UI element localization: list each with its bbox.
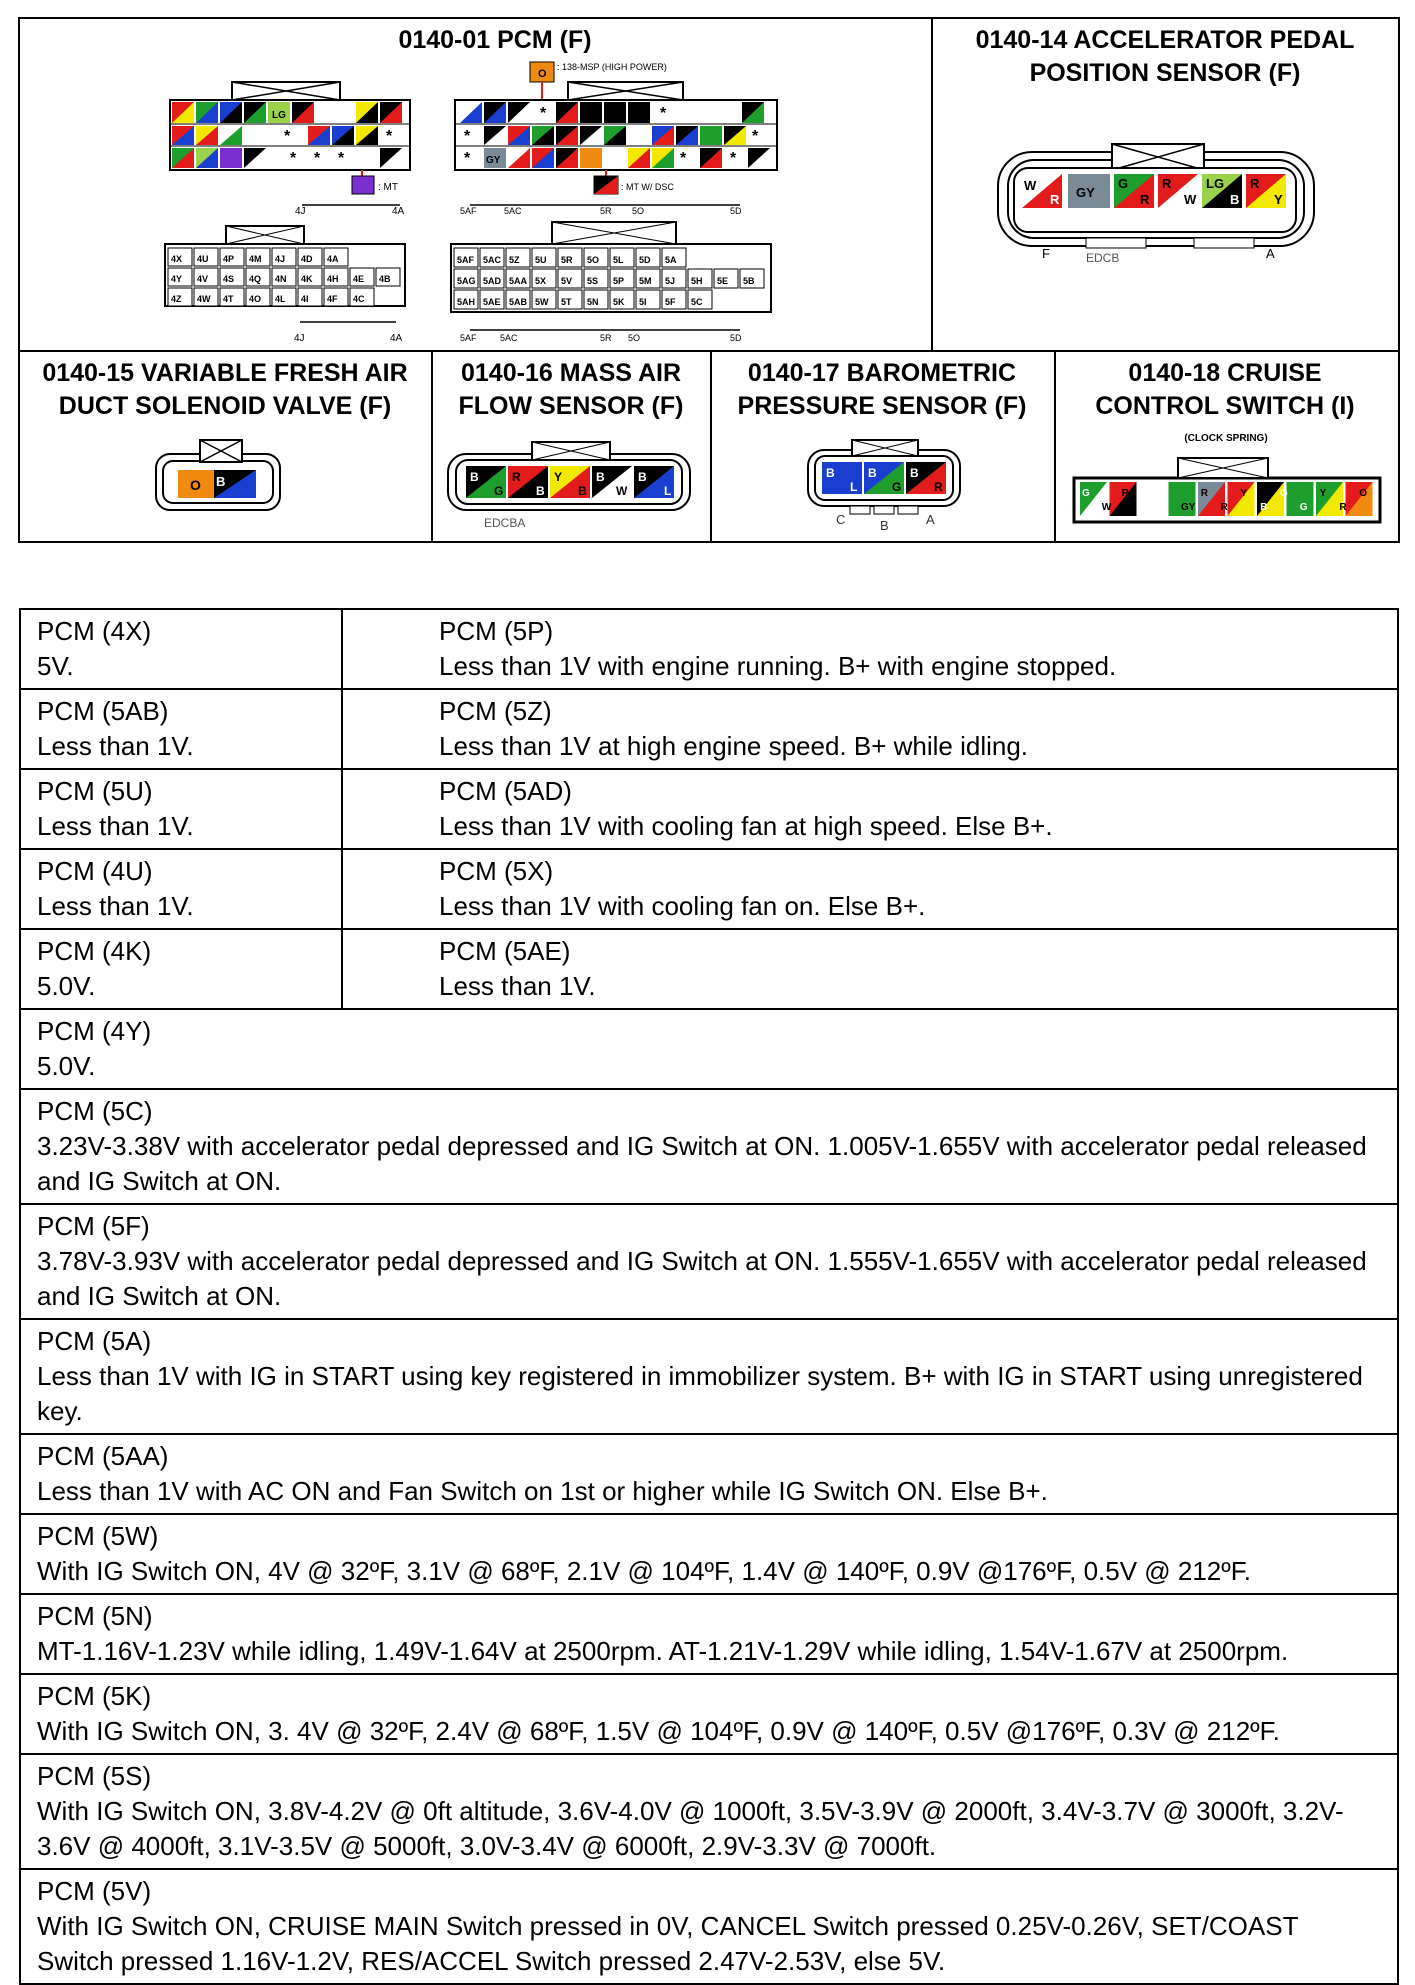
spec-cell-right — [342, 849, 1398, 929]
pcm-right-pin-label: 5T — [561, 297, 572, 307]
cruise-wire-label: R — [1121, 488, 1129, 499]
pcm-right-pin-label: 5B — [743, 276, 755, 286]
spec-cell-full — [20, 1869, 1398, 1984]
spec-label: PCM (4X) — [37, 616, 152, 646]
pcm-left-pin-label: 4I — [301, 294, 309, 304]
svg-text:B: B — [596, 470, 605, 484]
cruise-wire-label: GY — [1181, 502, 1196, 513]
pcm-right-pin-label: 5P — [613, 276, 625, 286]
cruise-connector — [1074, 458, 1380, 522]
spec-row — [20, 1319, 1398, 1434]
spec-value: Less than 1V with cooling fan on. Else B+. — [439, 891, 926, 921]
pcm-right-pin-label: 5V — [561, 276, 573, 286]
spec-value: Less than 1V with cooling fan at high speed. Else B+. — [439, 811, 1053, 841]
svg-text:B: B — [868, 466, 877, 480]
spec-row — [20, 1594, 1398, 1674]
spec-row — [20, 1869, 1398, 1984]
baro-pin-b: B — [880, 518, 889, 533]
pcm-left-pin-label: 4M — [249, 254, 262, 264]
pcm-right-pin-label: 5D — [639, 255, 651, 265]
pcm-title: 0140-01 PCM (F) — [398, 26, 592, 54]
spec-label: PCM (5K) — [37, 1681, 152, 1711]
spec-row — [20, 1514, 1398, 1594]
svg-text:4A: 4A — [390, 333, 403, 344]
spec-label: PCM (4U) — [37, 856, 153, 886]
svg-text:5O: 5O — [632, 206, 645, 216]
cruise-title-line2: CONTROL SWITCH (I) — [1095, 392, 1355, 420]
spec-row — [20, 1089, 1398, 1204]
cruise-wire-label: O — [1359, 488, 1367, 499]
fresh-air-connector — [156, 440, 280, 510]
svg-text:B: B — [216, 474, 226, 489]
spec-value: With IG Switch ON, 3.8V-4.2V @ 0ft altitude, 3.6V-4.0V @ 1000ft, 3.5V-3.9V @ 2000ft, 3.4V-3.7V @ 3000ft, 3.2V-3.6V @ 4000ft, 3.1V-3.5V @ 5000ft, 3.0V-3.4V @ 6000ft, 2.9V-3.3V @ 7000ft. — [37, 1796, 1344, 1861]
pcm-right-pin-label: 5H — [691, 276, 703, 286]
spec-label: PCM (5W) — [37, 1521, 159, 1551]
spec-label: PCM (5AD) — [439, 776, 572, 806]
pcm-left-pin-label: 4P — [223, 254, 235, 264]
svg-text:B: B — [536, 484, 545, 498]
spec-cell-full — [20, 1594, 1398, 1674]
svg-text:O: O — [190, 477, 201, 493]
spec-value: With IG Switch ON, 3. 4V @ 32ºF, 2.4V @ 68ºF, 1.5V @ 104ºF, 0.9V @ 140ºF, 0.5V @176ºF, 0.3V @ 212ºF. — [37, 1716, 1280, 1746]
spec-label: PCM (5P) — [439, 616, 554, 646]
pcm-left-pin-label: 4A — [327, 254, 339, 264]
pcm-left-pin-label: 4Z — [171, 294, 182, 304]
spec-value: With IG Switch ON, CRUISE MAIN Switch pressed in 0V, CANCEL Switch pressed 0.25V-0.26V, SET/COAST Switch pressed 1.16V-1.2V, RES/ACCEL Switch pressed 2.47V-2.53V, else 5V. — [37, 1911, 1298, 1976]
spec-cell-full — [20, 1434, 1398, 1514]
spec-label: PCM (4K) — [37, 936, 152, 966]
cruise-wire-label: G — [1299, 502, 1308, 513]
spec-row — [20, 689, 1398, 769]
svg-text:*: * — [284, 128, 291, 145]
pcm-left-pin-label: 4B — [379, 274, 391, 284]
pcm-right-pin-label: 5AB — [509, 297, 528, 307]
pcm-left-pin-label: 4V — [197, 274, 209, 284]
pcm-right-pin-label: 5S — [587, 276, 599, 286]
connector-diagram-panel — [0, 0, 1415, 560]
svg-text:O: O — [538, 68, 547, 80]
spec-label: PCM (5AA) — [37, 1441, 169, 1471]
pcm-right-pin-label: 5AE — [483, 297, 501, 307]
pcm-right-pin-label: 5AF — [457, 255, 475, 265]
svg-text:B: B — [578, 484, 587, 498]
pcm-left-pin-label: 4U — [197, 254, 209, 264]
svg-text:B: B — [826, 466, 835, 480]
pcm-right-pin-label: 5AA — [509, 276, 528, 286]
spec-label: PCM (5C) — [37, 1096, 153, 1126]
spec-cell-right — [342, 689, 1398, 769]
spec-cell-full — [20, 1319, 1398, 1434]
pcm-left-pin-label: 4K — [301, 274, 313, 284]
spec-value: Less than 1V with AC ON and Fan Switch on 1st or higher while IG Switch ON. Else B+. — [37, 1476, 1048, 1506]
pcm-left-pin-label: 4F — [327, 294, 338, 304]
cruise-wire-label: G — [1280, 488, 1288, 499]
svg-text:B: B — [470, 470, 479, 484]
spec-row — [20, 849, 1398, 929]
spec-cell-left — [20, 849, 342, 929]
svg-text:*: * — [338, 150, 345, 167]
spec-value: Less than 1V. — [439, 971, 596, 1001]
svg-text:5R: 5R — [600, 333, 612, 343]
pcm-right-scale — [460, 206, 742, 216]
spec-row — [20, 1204, 1398, 1319]
spec-cell-full — [20, 1754, 1398, 1869]
fresh-air-title-line1: 0140-15 VARIABLE FRESH AIR — [42, 359, 408, 387]
pcm-left-pin-label: 4H — [327, 274, 339, 284]
pcm-left-pin-label: 4W — [197, 294, 211, 304]
maf-pins: EDCBA — [484, 516, 526, 530]
pcm-right-pin-label: 5AH — [457, 297, 476, 307]
svg-text:G: G — [892, 480, 902, 494]
pcm-left-scale-a: 4J — [295, 206, 306, 217]
pcm-note-mt-dsc: : MT W/ DSC — [621, 182, 674, 192]
baro-title-line2: PRESSURE SENSOR (F) — [737, 392, 1027, 420]
spec-value: 5V. — [37, 651, 74, 681]
spec-row — [20, 1754, 1398, 1869]
pcm-right-pin-label: 5M — [639, 276, 652, 286]
pcm-left-connector — [170, 82, 410, 217]
pcm-right-pin-label: 5J — [665, 276, 676, 286]
pcm-right-pin-label: 5F — [665, 297, 676, 307]
spec-cell-right — [342, 609, 1398, 689]
svg-text:*: * — [314, 150, 321, 167]
pcm-right-pin-label: 5R — [561, 255, 573, 265]
spec-row — [20, 769, 1398, 849]
pcm-right-pin-label: 5W — [535, 297, 549, 307]
spec-value: Less than 1V with engine running. B+ with engine stopped. — [439, 651, 1117, 681]
pcm-right-pin-label: 5AG — [457, 276, 476, 286]
svg-text:GY: GY — [486, 155, 501, 166]
pcm-left-pin-label: 4T — [223, 294, 234, 304]
spec-value: Less than 1V. — [37, 731, 194, 761]
pcm-left-pin-box — [165, 226, 405, 344]
pcm-left-pin-label: 4X — [171, 254, 183, 264]
spec-value: 3.78V-3.93V with accelerator pedal depressed and IG Switch at ON. 1.555V-1.655V with accelerator pedal released and IG Switch at ON. — [37, 1246, 1367, 1311]
baro-connector — [808, 440, 960, 533]
pcm-right-pin-label: 5AD — [483, 276, 502, 286]
svg-text:GY: GY — [1076, 185, 1095, 200]
spec-cell-left — [20, 689, 342, 769]
spec-value: Less than 1V with IG in START using key registered in immobilizer system. B+ with IG in START using unregistered key. — [37, 1361, 1363, 1426]
svg-text:R: R — [1050, 192, 1060, 207]
svg-text:G: G — [494, 484, 504, 498]
svg-text:4J: 4J — [294, 333, 305, 344]
pcm-right-pin-label: 5X — [535, 276, 547, 286]
spec-label: PCM (5AE) — [439, 936, 571, 966]
spec-value: With IG Switch ON, 4V @ 32ºF, 3.1V @ 68ºF, 2.1V @ 104ºF, 1.4V @ 140ºF, 0.9V @176ºF, 0.5V @ 212ºF. — [37, 1556, 1251, 1586]
svg-text:B: B — [638, 470, 647, 484]
svg-text:*: * — [752, 128, 759, 145]
spec-value: Less than 1V. — [37, 811, 194, 841]
svg-text:Y: Y — [554, 470, 563, 484]
cruise-wire-label: B — [1260, 502, 1268, 513]
svg-text:*: * — [290, 150, 297, 167]
spec-value: Less than 1V at high engine speed. B+ while idling. — [439, 731, 1029, 761]
spec-value: 5.0V. — [37, 1051, 96, 1081]
svg-text:Y: Y — [1274, 192, 1283, 207]
spec-cell-full — [20, 1204, 1398, 1319]
svg-text:L: L — [850, 480, 858, 494]
svg-text:W: W — [1184, 192, 1197, 207]
cruise-title-line1: 0140-18 CRUISE — [1128, 359, 1322, 387]
cruise-wire-label: Y — [1240, 488, 1248, 499]
spec-label: PCM (5S) — [37, 1761, 152, 1791]
svg-text:*: * — [464, 128, 471, 145]
app-sensor-connector — [998, 144, 1314, 265]
spec-cell-right — [342, 769, 1398, 849]
cruise-wire-label: R — [1339, 502, 1347, 513]
svg-text:*: * — [540, 105, 547, 122]
cruise-wire-label: G — [1082, 488, 1090, 499]
pcm-right-pin-label: 5K — [613, 297, 625, 307]
app-sensor-title-line2: POSITION SENSOR (F) — [1029, 59, 1301, 87]
pcm-left-pin-label: 4S — [223, 274, 235, 284]
spec-label: PCM (5F) — [37, 1211, 150, 1241]
pcm-right-pin-label: 5L — [613, 255, 624, 265]
pcm-left-pin-label: 4O — [249, 294, 262, 304]
svg-text:5D: 5D — [730, 333, 742, 343]
svg-text:R: R — [512, 470, 521, 484]
app-sensor-pin-f: F — [1042, 246, 1050, 261]
svg-text:LG: LG — [272, 110, 286, 121]
spec-label: PCM (5V) — [37, 1876, 152, 1906]
cruise-note: (CLOCK SPRING) — [1184, 433, 1268, 444]
voltage-spec-table — [19, 608, 1399, 1985]
cruise-wire-label: W — [1101, 502, 1112, 513]
baro-pin-a: A — [926, 512, 935, 527]
spec-label: PCM (5N) — [37, 1601, 153, 1631]
svg-text:5O: 5O — [628, 333, 641, 343]
spec-cell-left — [20, 929, 342, 1009]
cruise-wire-label: R — [1200, 488, 1209, 499]
pcm-right-pin-label: 5E — [717, 276, 729, 286]
fresh-air-title-line2: DUCT SOLENOID VALVE (F) — [58, 392, 392, 420]
baro-pin-c: C — [836, 512, 846, 527]
svg-text:*: * — [464, 150, 471, 167]
pcm-left-pin-label: 4D — [301, 254, 313, 264]
svg-text:5R: 5R — [600, 206, 612, 216]
pcm-right-pin-label: 5U — [535, 255, 547, 265]
svg-text:*: * — [660, 105, 667, 122]
spec-row — [20, 1434, 1398, 1514]
svg-text:R: R — [1162, 176, 1172, 191]
pcm-right-pin-label: 5A — [665, 255, 677, 265]
svg-text:5AC: 5AC — [500, 333, 518, 343]
svg-text:5AF: 5AF — [460, 333, 477, 343]
baro-title-line1: 0140-17 BAROMETRIC — [747, 359, 1017, 387]
spec-row — [20, 1674, 1398, 1754]
app-sensor-title-line1: 0140-14 ACCELERATOR PEDAL — [975, 26, 1355, 54]
spec-cell-full — [20, 1089, 1398, 1204]
pcm-left-pin-label: 4E — [353, 274, 365, 284]
svg-text:B: B — [1230, 192, 1240, 207]
maf-connector — [448, 442, 690, 530]
svg-text:R: R — [1250, 176, 1260, 191]
cruise-wire-label: Y — [1319, 488, 1327, 499]
pcm-right-pin-box — [451, 222, 771, 343]
svg-text:LG: LG — [1206, 176, 1225, 191]
spec-label: PCM (4Y) — [37, 1016, 152, 1046]
spec-row — [20, 609, 1398, 689]
spec-label: PCM (5U) — [37, 776, 153, 806]
app-sensor-pins: EDCB — [1086, 251, 1120, 265]
pcm-left-pin-label: 4J — [275, 254, 286, 264]
svg-text:B: B — [910, 466, 919, 480]
spec-cell-left — [20, 609, 342, 689]
svg-text:*: * — [680, 150, 687, 167]
spec-cell-full — [20, 1009, 1398, 1089]
spec-cell-full — [20, 1514, 1398, 1594]
spec-cell-left — [20, 769, 342, 849]
pcm-left-scale-b: 4A — [392, 206, 405, 217]
cruise-wire-label: G — [1161, 488, 1169, 499]
svg-text:W: W — [1024, 178, 1037, 193]
pcm-note-high-power: : 138-MSP (HIGH POWER) — [557, 62, 667, 72]
spec-value: Less than 1V. — [37, 891, 194, 921]
spec-row — [20, 929, 1398, 1009]
spec-label: PCM (5Z) — [439, 696, 552, 726]
spec-cell-full — [20, 1674, 1398, 1754]
pcm-left-pin-label: 4C — [353, 294, 365, 304]
cruise-wire-label: R — [1220, 502, 1228, 513]
pcm-left-pin-label: 4L — [275, 294, 286, 304]
spec-label: PCM (5AB) — [37, 696, 169, 726]
cruise-wire-label: B — [1141, 502, 1149, 513]
spec-value: 3.23V-3.38V with accelerator pedal depressed and IG Switch at ON. 1.005V-1.655V with accelerator pedal released and IG Switch at ON. — [37, 1131, 1367, 1196]
pcm-right-pin-label: 5Z — [509, 255, 520, 265]
pcm-left-pin-label: 4Q — [249, 274, 262, 284]
spec-row — [20, 1009, 1398, 1089]
spec-value: 5.0V. — [37, 971, 96, 1001]
pcm-note-mt: : MT — [378, 182, 398, 193]
svg-text:5AC: 5AC — [504, 206, 522, 216]
pcm-right-pin-label: 5N — [587, 297, 599, 307]
svg-text:W: W — [616, 484, 628, 498]
pcm-right-pin-label: 5I — [639, 297, 647, 307]
maf-title-line1: 0140-16 MASS AIR — [461, 359, 681, 387]
maf-title-line2: FLOW SENSOR (F) — [458, 392, 684, 420]
spec-label: PCM (5A) — [37, 1326, 152, 1356]
pcm-right-pin-label: 5O — [587, 255, 600, 265]
svg-text:5AF: 5AF — [460, 206, 477, 216]
pcm-right-pin-label: 5AC — [483, 255, 502, 265]
svg-text:G: G — [1118, 176, 1129, 191]
svg-text:*: * — [386, 128, 393, 145]
spec-label: PCM (5X) — [439, 856, 554, 886]
app-sensor-pin-a: A — [1266, 246, 1275, 261]
pcm-right-connector — [455, 62, 777, 216]
pcm-left-pin-label: 4Y — [171, 274, 183, 284]
svg-text:5D: 5D — [730, 206, 742, 216]
svg-text:R: R — [1140, 192, 1150, 207]
svg-text:R: R — [934, 480, 943, 494]
svg-text:L: L — [664, 484, 672, 498]
pcm-left-pin-label: 4N — [275, 274, 287, 284]
spec-cell-right — [342, 929, 1398, 1009]
spec-value: MT-1.16V-1.23V while idling, 1.49V-1.64V at 2500rpm. AT-1.21V-1.29V while idling, 1.54V-1.67V at 2500rpm. — [37, 1636, 1289, 1666]
svg-text:*: * — [730, 150, 737, 167]
pcm-right-pin-label: 5C — [691, 297, 703, 307]
